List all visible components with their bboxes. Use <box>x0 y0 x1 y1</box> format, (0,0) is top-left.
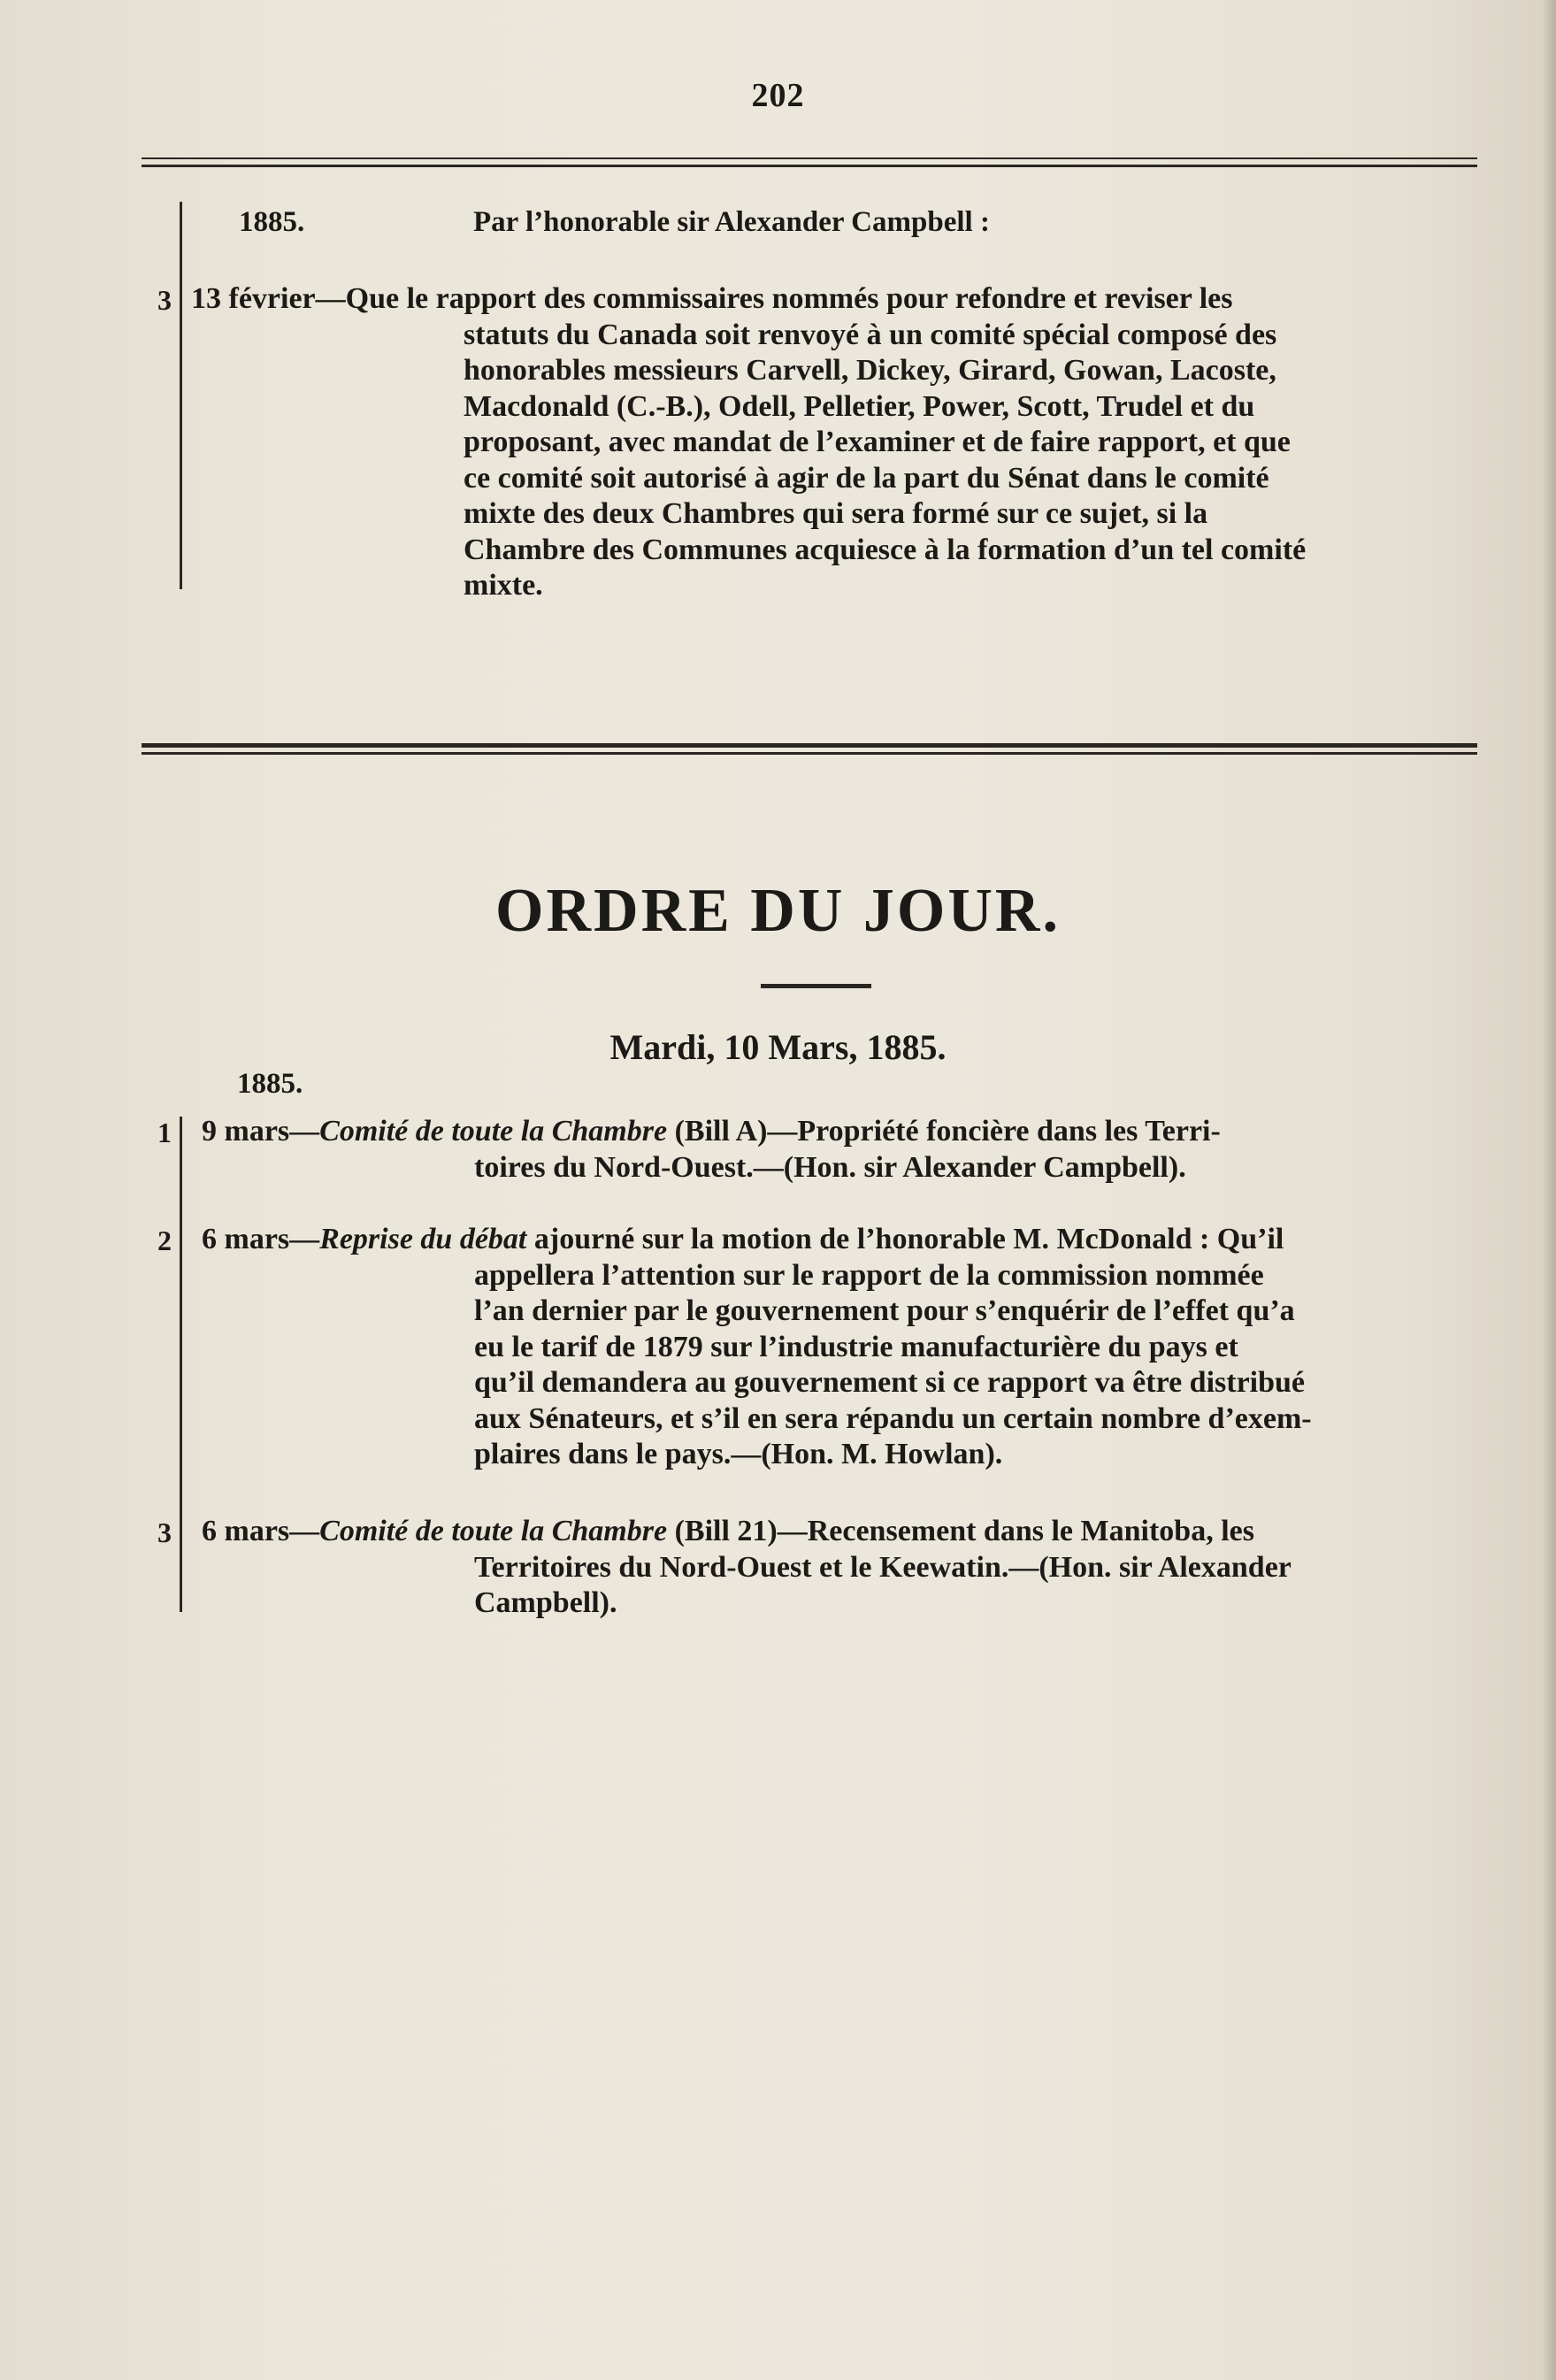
entry-number: 2 <box>157 1225 172 1256</box>
entry-line: statuts du Canada soit renvoyé à un comité spécial composé des <box>464 318 1277 351</box>
entry-line: Territoires du Nord-Ouest et le Keewatin.—(Hon. sir Alexander <box>474 1550 1292 1584</box>
header-rule-bottom <box>142 165 1477 167</box>
section-rule-bottom <box>142 752 1477 755</box>
mover-line: Par l’honorable sir Alexander Campbell : <box>473 206 990 238</box>
entry-line: mixte. <box>464 569 543 602</box>
entry-line: l’an dernier par le gouvernement pour s’enquérir de l’effet qu’a <box>474 1294 1295 1327</box>
entry-italic: Reprise du débat <box>319 1223 527 1255</box>
entry-date: 6 mars— <box>202 1223 320 1255</box>
entry-number: 1 <box>157 1117 172 1148</box>
entry-number: 3 <box>157 284 172 316</box>
entry-line: Campbell). <box>474 1586 617 1619</box>
section-rule-top <box>142 743 1477 748</box>
entry-first-line <box>202 1114 1488 1150</box>
entry-line: (Bill 21)—Recensement dans le Manitoba, les <box>667 1515 1254 1547</box>
entry-line: proposant, avec mandat de l’examiner et de faire rapport, et que <box>464 426 1291 458</box>
entry-line: Chambre des Communes acquiesce à la formation d’un tel comité <box>464 533 1307 566</box>
entry-line: honorables messieurs Carvell, Dickey, Girard, Gowan, Lacoste, <box>464 354 1276 387</box>
entry-line: Macdonald (C.-B.), Odell, Pelletier, Power, Scott, Trudel et du <box>464 389 1255 423</box>
order-entry <box>202 1222 1488 1473</box>
entry-date: 9 mars— <box>202 1115 320 1148</box>
motion-entry <box>191 281 1488 604</box>
margin-bar-top-section <box>180 202 182 589</box>
title-dash <box>761 984 871 988</box>
entry-first-line <box>191 281 1488 318</box>
entry-date: 13 février— <box>191 282 346 315</box>
entry-line: qu’il demandera au gouvernement si ce rapport va être distribué <box>474 1366 1306 1399</box>
entry-line: appellera l’attention sur le rapport de la commission nommée <box>474 1258 1264 1292</box>
page-edge-shadow <box>1544 0 1556 2380</box>
entry-date: 6 mars— <box>202 1515 320 1547</box>
entry-first-line <box>202 1222 1488 1258</box>
entry-number: 3 <box>157 1516 172 1548</box>
entry-line: ajourné sur la motion de l’honorable M. McDonald : Qu’il <box>526 1223 1284 1255</box>
entry-first-line <box>202 1514 1488 1550</box>
entry-line: eu le tarif de 1879 sur l’industrie manufacturière du pays et <box>474 1330 1238 1363</box>
header-rule-top <box>142 157 1477 159</box>
order-entry <box>202 1114 1488 1186</box>
top-year: 1885. <box>239 206 305 238</box>
entry-line: (Bill A)—Propriété foncière dans les Terri- <box>667 1115 1221 1148</box>
entry-line: aux Sénateurs, et s’il en sera répandu un certain nombre d’exem- <box>474 1401 1312 1435</box>
margin-bar-ordre <box>180 1117 182 1612</box>
entry-line: Que le rapport des commissaires nommés pour refondre et reviser les <box>345 282 1233 315</box>
entry-italic: Comité de toute la Chambre <box>319 1115 668 1148</box>
page-title: ORDRE DU JOUR. <box>495 877 1061 945</box>
page-number: 202 <box>751 77 805 114</box>
entry-line: ce comité soit autorisé à agir de la part du Sénat dans le comité <box>464 461 1269 495</box>
ordre-year: 1885. <box>237 1068 303 1100</box>
entry-line: plaires dans le pays.—(Hon. M. Howlan). <box>474 1438 1003 1470</box>
entry-italic: Comité de toute la Chambre <box>319 1515 668 1547</box>
order-entry <box>202 1514 1488 1622</box>
entry-line: toires du Nord-Ouest.—(Hon. sir Alexander Campbell). <box>474 1150 1186 1184</box>
entry-line: mixte des deux Chambres qui sera formé sur ce sujet, si la <box>464 497 1208 530</box>
sitting-date: Mardi, 10 Mars, 1885. <box>609 1027 947 1067</box>
